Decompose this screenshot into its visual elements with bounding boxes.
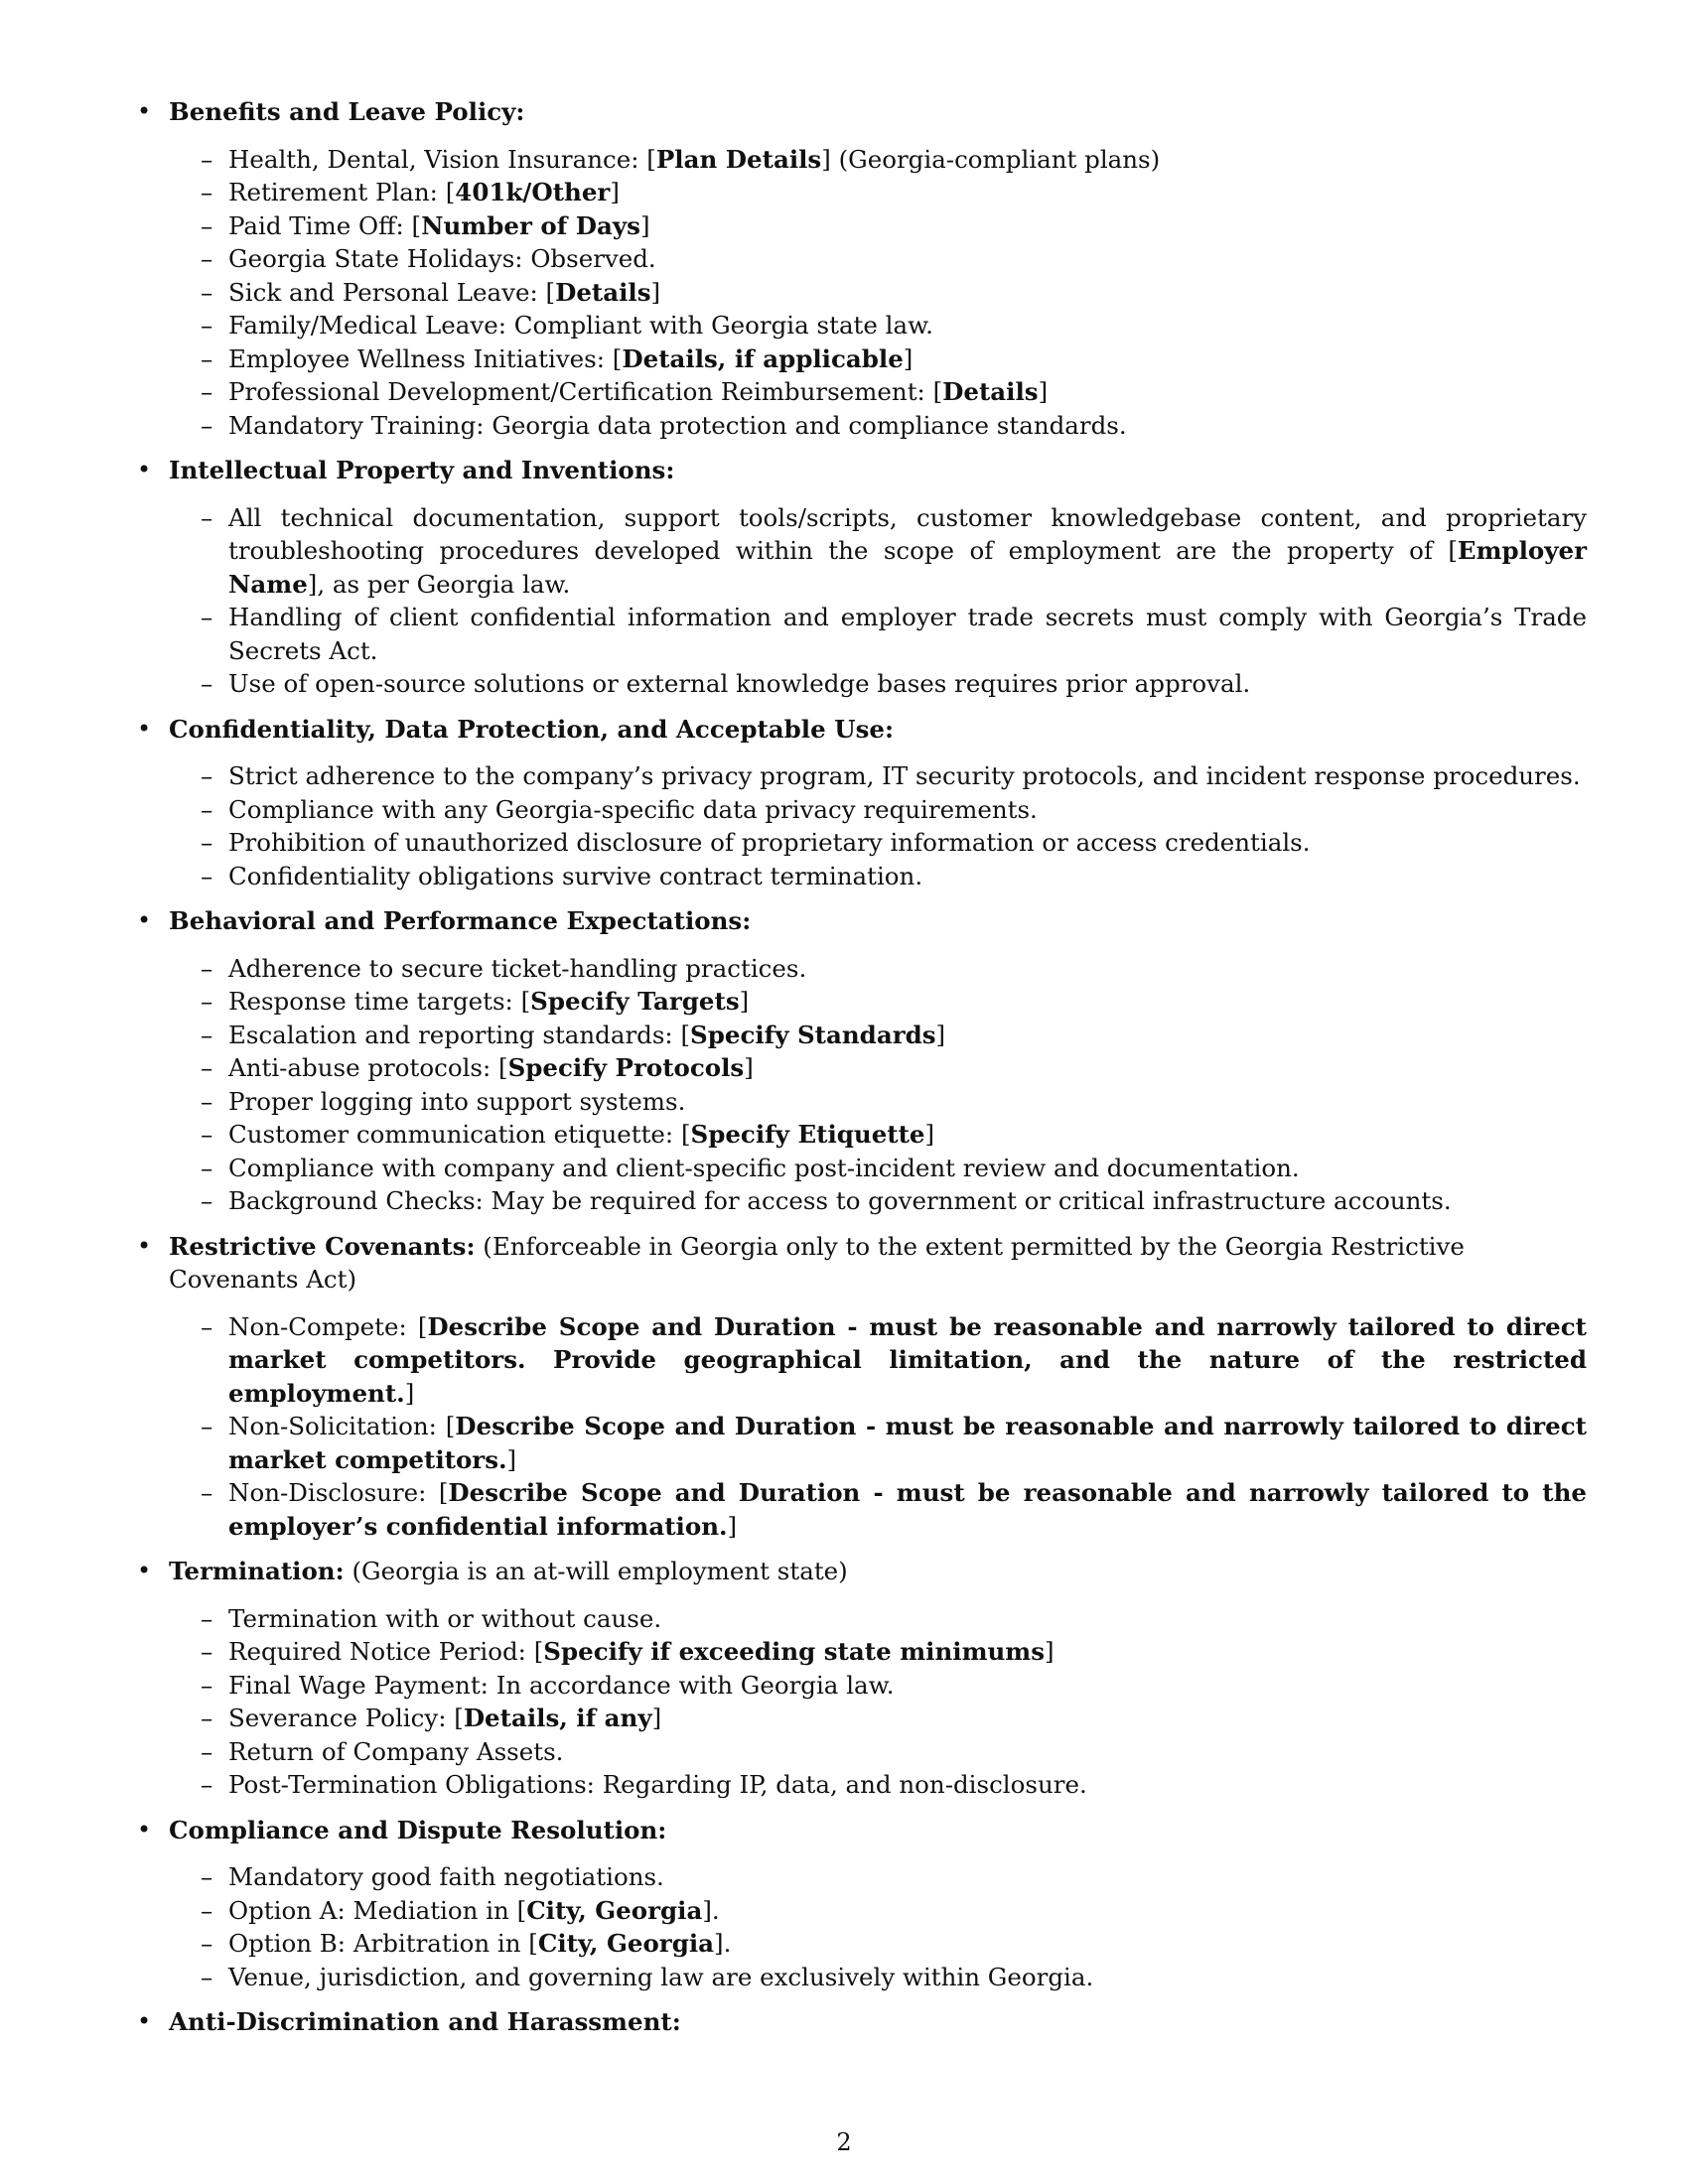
dash-marker: – bbox=[201, 1053, 213, 1082]
list-item bbox=[169, 1085, 1587, 1119]
item-text-run: Non-Compete: [ bbox=[228, 1311, 428, 1341]
list-item-text bbox=[228, 1476, 1587, 1543]
list-item bbox=[169, 1184, 1587, 1218]
item-text-run: Mandatory Training: Georgia data protection and compliance standards. bbox=[228, 410, 1127, 440]
list-item bbox=[169, 1961, 1587, 1994]
list-item bbox=[169, 1602, 1587, 1636]
dash-marker: – bbox=[201, 1311, 213, 1341]
sub-item-list bbox=[169, 1310, 1587, 1544]
dash-marker: – bbox=[201, 1929, 213, 1958]
page-number: 2 bbox=[836, 2128, 852, 2156]
section-header bbox=[169, 904, 1587, 938]
list-item bbox=[169, 1476, 1587, 1543]
bullet-marker: • bbox=[137, 2007, 152, 2035]
list-item-text bbox=[228, 1310, 1587, 1411]
list-item-text bbox=[228, 759, 1587, 793]
list-item-text bbox=[228, 1184, 1587, 1218]
list-item bbox=[169, 1118, 1587, 1152]
list-item bbox=[169, 1635, 1587, 1669]
placeholder-field: Details bbox=[555, 277, 651, 307]
bullet-marker: • bbox=[137, 1231, 152, 1260]
list-item-text bbox=[228, 1860, 1587, 1894]
item-text-run: Prohibition of unauthorized disclosure of proprietary information or access credentials. bbox=[228, 828, 1311, 857]
list-item-text bbox=[228, 342, 1587, 376]
item-text-run: All technical documentation, support tools/scripts, customer knowledgebase content, and proprietary troubleshooting procedures developed within the scope of employment are the property of [ bbox=[228, 502, 1587, 565]
section-heading: Intellectual Property and Inventions: bbox=[169, 456, 675, 484]
list-item-text bbox=[228, 1118, 1587, 1152]
placeholder-field: Specify Protocols bbox=[507, 1053, 745, 1082]
list-item bbox=[169, 409, 1587, 443]
document-body bbox=[127, 95, 1587, 2051]
section-heading: Restrictive Covenants: bbox=[169, 1231, 476, 1261]
item-text-run: ] bbox=[650, 277, 661, 307]
section-header bbox=[169, 1555, 1587, 1588]
section-termination bbox=[127, 1555, 1587, 1802]
dash-marker: – bbox=[201, 1637, 213, 1666]
section-header bbox=[169, 1230, 1587, 1297]
item-text-run: Professional Development/Certification Reimbursement: [ bbox=[228, 377, 943, 406]
list-item-text bbox=[228, 1768, 1587, 1802]
list-item-text bbox=[228, 409, 1587, 443]
item-text-run: Venue, jurisdiction, and governing law are exclusively within Georgia. bbox=[228, 1962, 1094, 1991]
section-header bbox=[169, 1814, 1587, 1847]
item-text-run: Response time targets: [ bbox=[228, 987, 531, 1016]
list-item-text bbox=[228, 501, 1587, 602]
dash-marker: – bbox=[201, 1862, 213, 1891]
section-anti-discrimination-and-harassment bbox=[127, 2005, 1587, 2039]
placeholder-field: Describe Scope and Duration - must be reasonable and narrowly tailored to direct market competitors. bbox=[228, 1412, 1587, 1474]
list-item bbox=[169, 759, 1587, 793]
list-item bbox=[169, 793, 1587, 827]
item-text-run: ] bbox=[639, 210, 650, 240]
placeholder-field: Specify Standards bbox=[690, 1020, 936, 1049]
item-text-run: ] bbox=[727, 1511, 738, 1541]
list-item bbox=[169, 1051, 1587, 1085]
bullet-marker: • bbox=[137, 97, 152, 125]
section-heading: Termination: bbox=[169, 1557, 345, 1585]
list-item-text bbox=[228, 826, 1587, 860]
section-restrictive-covenants bbox=[127, 1230, 1587, 1544]
list-item-text bbox=[228, 667, 1587, 701]
item-text-run: ] bbox=[1038, 377, 1049, 406]
list-item bbox=[169, 1019, 1587, 1052]
item-text-run: Strict adherence to the company’s privacy program, IT security protocols, and incident response procedures. bbox=[228, 761, 1581, 790]
item-text-run: ] bbox=[404, 1378, 415, 1408]
dash-marker: – bbox=[201, 178, 213, 206]
list-item bbox=[169, 952, 1587, 986]
item-text-run: ] (Georgia-compliant plans) bbox=[821, 144, 1161, 174]
sub-item-list bbox=[169, 759, 1587, 892]
list-item bbox=[169, 501, 1587, 602]
bullet-marker: • bbox=[137, 456, 152, 483]
item-text-run: Anti-abuse protocols: [ bbox=[228, 1053, 508, 1082]
dash-marker: – bbox=[201, 761, 213, 790]
dash-marker: – bbox=[201, 861, 213, 890]
placeholder-field: City, Georgia bbox=[537, 1929, 715, 1958]
list-item-text bbox=[228, 1410, 1587, 1476]
section-header bbox=[169, 713, 1587, 747]
item-text-run: Health, Dental, Vision Insurance: [ bbox=[228, 144, 656, 174]
item-text-run: Handling of client confidential information and employer trade secrets must comply with Georgia’s Trade Secrets Act. bbox=[228, 603, 1587, 665]
dash-marker: – bbox=[201, 502, 213, 532]
list-item bbox=[169, 1310, 1587, 1411]
placeholder-field: City, Georgia bbox=[526, 1895, 703, 1925]
item-text-run: Final Wage Payment: In accordance with Georgia law. bbox=[228, 1670, 895, 1700]
dash-marker: – bbox=[201, 1020, 213, 1049]
dash-marker: – bbox=[201, 987, 213, 1016]
list-item bbox=[169, 242, 1587, 276]
section-heading: Benefits and Leave Policy: bbox=[169, 97, 525, 126]
list-item-text bbox=[228, 1152, 1587, 1185]
placeholder-field: Specify Etiquette bbox=[690, 1120, 925, 1149]
section-subtitle: (Enforceable in Georgia only to the extent permitted by the Georgia Restrictive Covenants Act) bbox=[169, 1231, 1465, 1294]
item-text-run: ] bbox=[1045, 1637, 1055, 1666]
item-text-run: Retirement Plan: [ bbox=[228, 178, 456, 206]
item-text-run: Option B: Arbitration in [ bbox=[228, 1929, 538, 1958]
placeholder-field: Number of Days bbox=[421, 210, 640, 240]
item-text-run: Option A: Mediation in [ bbox=[228, 1895, 527, 1925]
placeholder-field: Specify if exceeding state minimums bbox=[543, 1637, 1046, 1666]
section-confidentiality-data-protection-and-acceptable-use bbox=[127, 713, 1587, 893]
list-item-text bbox=[228, 1894, 1587, 1928]
dash-marker: – bbox=[201, 1186, 213, 1215]
placeholder-field: Plan Details bbox=[655, 144, 822, 174]
item-text-run: Non-Disclosure: [ bbox=[228, 1478, 449, 1507]
dash-marker: – bbox=[201, 1770, 213, 1799]
list-item bbox=[169, 276, 1587, 310]
list-item bbox=[169, 1410, 1587, 1476]
list-item-text bbox=[228, 985, 1587, 1019]
item-text-run: Georgia State Holidays: Observed. bbox=[228, 244, 656, 273]
list-item-text bbox=[228, 242, 1587, 276]
item-text-run: Escalation and reporting standards: [ bbox=[228, 1020, 691, 1049]
placeholder-field: Describe Scope and Duration - must be reasonable and narrowly tailored to direct market competitors. Provide geographical limitation, and the nature of the restricted employment. bbox=[228, 1311, 1587, 1408]
dash-marker: – bbox=[201, 1895, 213, 1925]
dash-marker: – bbox=[201, 828, 213, 857]
section-heading: Anti-Discrimination and Harassment: bbox=[169, 2007, 681, 2036]
item-text-run: ]. bbox=[702, 1895, 720, 1925]
list-item bbox=[169, 667, 1587, 701]
list-item-text bbox=[228, 209, 1587, 243]
bullet-marker: • bbox=[137, 714, 152, 743]
list-item bbox=[169, 1860, 1587, 1894]
item-text-run: Sick and Personal Leave: [ bbox=[228, 277, 556, 307]
list-item-text bbox=[228, 1019, 1587, 1052]
bullet-marker: • bbox=[137, 1815, 152, 1843]
list-item bbox=[169, 143, 1587, 177]
list-item-text bbox=[228, 1961, 1587, 1994]
list-item bbox=[169, 860, 1587, 893]
section-heading: Compliance and Dispute Resolution: bbox=[169, 1815, 667, 1844]
item-text-run: ] bbox=[903, 343, 914, 373]
list-item bbox=[169, 342, 1587, 376]
sub-item-list bbox=[169, 501, 1587, 701]
list-item-text bbox=[228, 952, 1587, 986]
list-item bbox=[169, 375, 1587, 409]
dash-marker: – bbox=[201, 410, 213, 440]
dash-marker: – bbox=[201, 1478, 213, 1507]
item-text-run: ] bbox=[610, 178, 620, 206]
placeholder-field: Employer Name bbox=[228, 536, 1587, 599]
item-text-run: Post-Termination Obligations: Regarding IP, data, and non-disclosure. bbox=[228, 1770, 1087, 1799]
bullet-marker: • bbox=[137, 1557, 152, 1584]
item-text-run: Non-Solicitation: [ bbox=[228, 1412, 456, 1440]
list-item bbox=[169, 1735, 1587, 1769]
dash-marker: – bbox=[201, 1670, 213, 1700]
item-text-run: Severance Policy: [ bbox=[228, 1704, 464, 1732]
list-item-text bbox=[228, 1635, 1587, 1669]
section-header bbox=[169, 95, 1587, 129]
item-text-run: Background Checks: May be required for access to government or critical infrastructure accounts. bbox=[228, 1186, 1452, 1215]
dash-marker: – bbox=[201, 1120, 213, 1149]
dash-marker: – bbox=[201, 1962, 213, 1991]
item-text-run: Mandatory good faith negotiations. bbox=[228, 1862, 664, 1891]
item-text-run: ], as per Georgia law. bbox=[307, 569, 571, 599]
list-item-text bbox=[228, 1735, 1587, 1769]
dash-marker: – bbox=[201, 277, 213, 307]
bullet-marker: • bbox=[137, 906, 152, 934]
section-subtitle: (Georgia is an at-will employment state) bbox=[352, 1557, 848, 1585]
sub-item-list bbox=[169, 1860, 1587, 1993]
list-item bbox=[169, 1927, 1587, 1961]
item-text-run: Termination with or without cause. bbox=[228, 1603, 662, 1633]
dash-marker: – bbox=[201, 953, 213, 983]
item-text-run: Compliance with company and client-specific post-incident review and documentation. bbox=[228, 1153, 1300, 1182]
sub-item-list bbox=[169, 952, 1587, 1218]
item-text-run: Family/Medical Leave: Compliant with Georgia state law. bbox=[228, 311, 933, 340]
list-item bbox=[169, 601, 1587, 667]
list-item bbox=[169, 1768, 1587, 1802]
placeholder-field: Details bbox=[942, 377, 1039, 406]
list-item-text bbox=[228, 601, 1587, 667]
dash-marker: – bbox=[201, 1412, 213, 1440]
list-item bbox=[169, 1894, 1587, 1928]
section-header bbox=[169, 454, 1587, 487]
dash-marker: – bbox=[201, 1086, 213, 1116]
placeholder-field: Details, if applicable bbox=[622, 343, 904, 373]
item-text-run: Customer communication etiquette: [ bbox=[228, 1120, 691, 1149]
dash-marker: – bbox=[201, 1704, 213, 1732]
sub-item-list bbox=[169, 1602, 1587, 1802]
list-item-text bbox=[228, 860, 1587, 893]
section-benefits-and-leave-policy bbox=[127, 95, 1587, 442]
section-compliance-and-dispute-resolution bbox=[127, 1814, 1587, 1994]
item-text-run: ] bbox=[651, 1704, 662, 1732]
dash-marker: – bbox=[201, 669, 213, 698]
placeholder-field: Specify Targets bbox=[530, 987, 740, 1016]
dash-marker: – bbox=[201, 603, 213, 631]
placeholder-field: Describe Scope and Duration - must be reasonable and narrowly tailored to the employer’s confidential information. bbox=[228, 1478, 1587, 1541]
placeholder-field: Details, if any bbox=[463, 1704, 652, 1732]
item-text-run: Use of open-source solutions or external knowledge bases requires prior approval. bbox=[228, 669, 1251, 698]
list-item-text bbox=[228, 375, 1587, 409]
dash-marker: – bbox=[201, 1603, 213, 1633]
sub-item-list bbox=[169, 143, 1587, 443]
item-text-run: ] bbox=[935, 1020, 946, 1049]
dash-marker: – bbox=[201, 1153, 213, 1182]
item-text-run: ] bbox=[924, 1120, 935, 1149]
dash-marker: – bbox=[201, 210, 213, 240]
list-item-text bbox=[228, 1602, 1587, 1636]
list-item-text bbox=[228, 1669, 1587, 1703]
list-item-text bbox=[228, 1051, 1587, 1085]
dash-marker: – bbox=[201, 377, 213, 406]
list-item bbox=[169, 826, 1587, 860]
list-item bbox=[169, 209, 1587, 243]
item-text-run: Employee Wellness Initiatives: [ bbox=[228, 343, 623, 373]
dash-marker: – bbox=[201, 343, 213, 373]
section-header bbox=[169, 2005, 1587, 2039]
dash-marker: – bbox=[201, 794, 213, 824]
list-item-text bbox=[228, 1085, 1587, 1119]
list-item-text bbox=[228, 143, 1587, 177]
section-intellectual-property-and-inventions bbox=[127, 454, 1587, 701]
list-item bbox=[169, 176, 1587, 209]
item-text-run: ] bbox=[744, 1053, 754, 1082]
list-item bbox=[169, 309, 1587, 342]
item-text-run: Proper logging into support systems. bbox=[228, 1086, 686, 1116]
list-item-text bbox=[228, 309, 1587, 342]
dash-marker: – bbox=[201, 311, 213, 340]
dash-marker: – bbox=[201, 244, 213, 273]
item-text-run: Required Notice Period: [ bbox=[228, 1637, 544, 1666]
list-item bbox=[169, 1669, 1587, 1703]
item-text-run: Return of Company Assets. bbox=[228, 1736, 564, 1766]
item-text-run: ] bbox=[739, 987, 750, 1016]
list-item-text bbox=[228, 1702, 1587, 1735]
list-item bbox=[169, 1152, 1587, 1185]
section-behavioral-and-performance-expectations bbox=[127, 904, 1587, 1218]
dash-marker: – bbox=[201, 1736, 213, 1766]
list-item-text bbox=[228, 793, 1587, 827]
list-item-text bbox=[228, 1927, 1587, 1961]
item-text-run: ]. bbox=[714, 1929, 732, 1958]
item-text-run: Adherence to secure ticket-handling practices. bbox=[228, 953, 807, 983]
list-item bbox=[169, 1702, 1587, 1735]
list-item-text bbox=[228, 276, 1587, 310]
list-item bbox=[169, 985, 1587, 1019]
item-text-run: Compliance with any Georgia-specific data privacy requirements. bbox=[228, 794, 1038, 824]
list-item-text bbox=[228, 176, 1587, 209]
section-heading: Behavioral and Performance Expectations: bbox=[169, 906, 752, 935]
dash-marker: – bbox=[201, 144, 213, 174]
item-text-run: Confidentiality obligations survive contract termination. bbox=[228, 861, 923, 890]
section-heading: Confidentiality, Data Protection, and Acceptable Use: bbox=[169, 714, 894, 744]
item-text-run: ] bbox=[506, 1444, 517, 1474]
placeholder-field: 401k/Other bbox=[455, 178, 611, 206]
item-text-run: Paid Time Off: [ bbox=[228, 210, 422, 240]
